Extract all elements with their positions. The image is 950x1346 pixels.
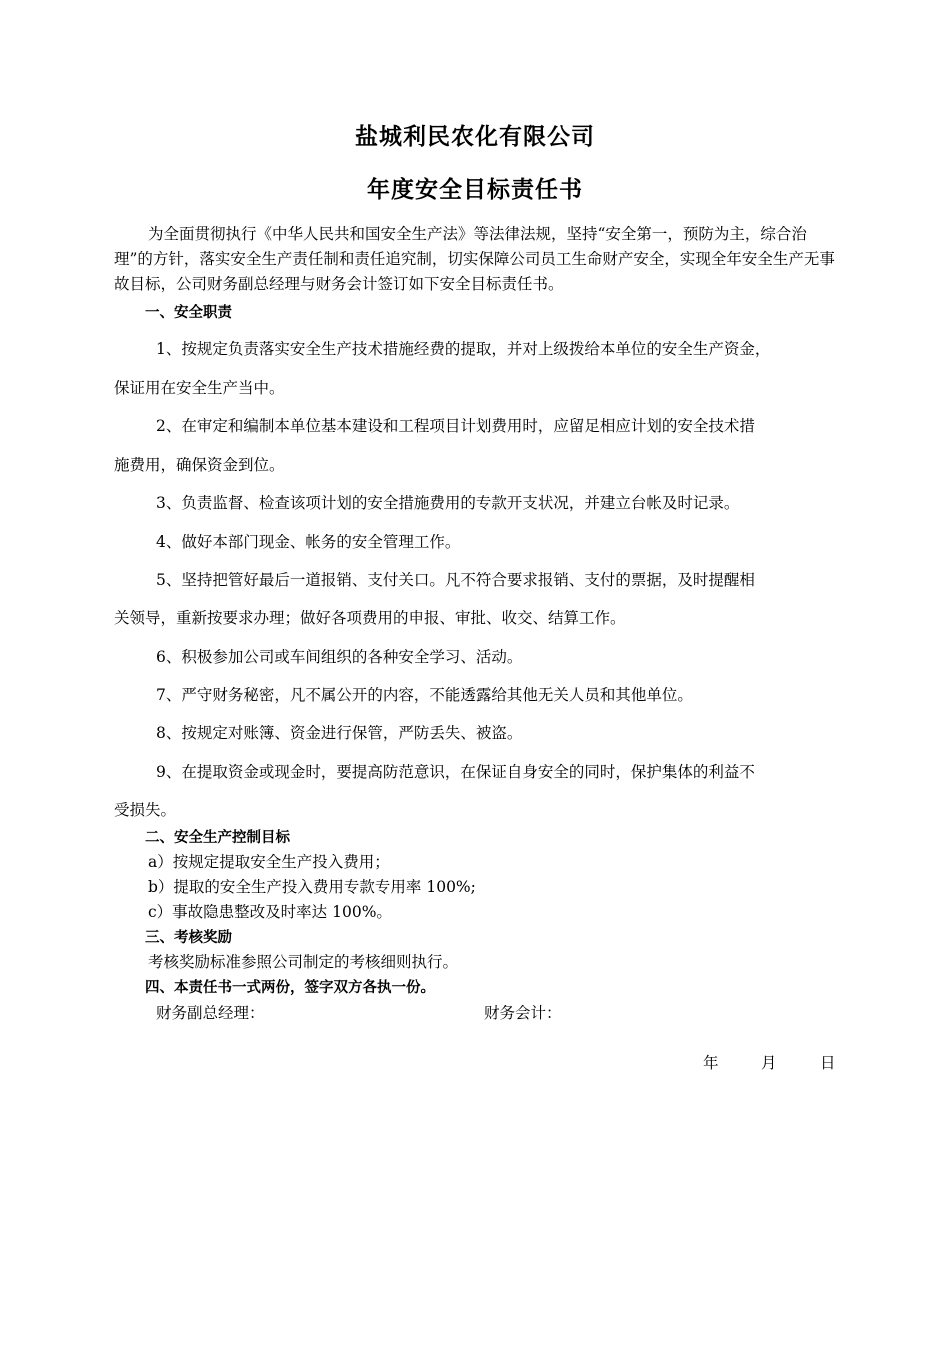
target-item: a）按规定提取安全生产投入费用； — [148, 853, 390, 871]
signature-right-label: 财务会计： — [484, 1004, 562, 1022]
section-heading-duties: 一、安全职责 — [145, 305, 232, 321]
duty-line: 4、做好本部门现金、帐务的安全管理工作。 — [156, 533, 461, 551]
signature-left-label: 财务副总经理： — [156, 1004, 265, 1022]
duty-line: 6、积极参加公司或车间组织的各种安全学习、活动。 — [156, 648, 523, 666]
duty-line: 3、负责监督、检查该项计划的安全措施费用的专款开支状况，并建立台帐及时记录。 — [156, 494, 740, 512]
date-year: 年 — [703, 1054, 719, 1072]
assessment-text: 考核奖励标准参照公司制定的考核细则执行。 — [148, 953, 459, 971]
duty-line: 施费用，确保资金到位。 — [114, 456, 285, 474]
duty-line: 5、坚持把管好最后一道报销、支付关口。凡不符合要求报销、支付的票据，及时提醒相 — [156, 571, 755, 589]
duty-line: 7、严守财务秘密，凡不属公开的内容，不能透露给其他无关人员和其他单位。 — [156, 686, 693, 704]
target-item: b）提取的安全生产投入费用专款专用率 100%; — [148, 878, 476, 896]
section-heading-copies: 四、本责任书一式两份，签字双方各执一份。 — [145, 980, 435, 996]
date-day: 日 — [820, 1054, 836, 1072]
duty-line: 1、按规定负责落实安全生产技术措施经费的提取，并对上级拨给本单位的安全生产资金， — [156, 340, 771, 358]
company-title: 盐城利民农化有限公司 — [355, 124, 595, 150]
section-heading-targets: 二、安全生产控制目标 — [145, 830, 290, 846]
duty-line: 2、在审定和编制本单位基本建设和工程项目计划费用时，应留足相应计划的安全技术措 — [156, 417, 755, 435]
date-month: 月 — [761, 1054, 777, 1072]
intro-paragraph: 为全面贯彻执行《中华人民共和国安全生产法》等法律法规，坚持“安全第一，预防为主，综合治理”的方针，落实安全生产责任制和责任追究制，切实保障公司员工生命财产安全，实现全年安全生产无事故目标，公司财务副总经理与财务会计签订如下安全目标责任书。 — [114, 225, 835, 293]
document-title: 年度安全目标责任书 — [367, 177, 583, 203]
section-heading-assessment: 三、考核奖励 — [145, 930, 232, 946]
target-item: c）事故隐患整改及时率达 100%。 — [148, 903, 392, 921]
duty-line: 9、在提取资金或现金时，要提高防范意识，在保证自身安全的同时，保护集体的利益不 — [156, 763, 755, 781]
duty-line: 保证用在安全生产当中。 — [114, 379, 285, 397]
duty-line: 关领导，重新按要求办理；做好各项费用的申报、审批、收交、结算工作。 — [114, 609, 626, 627]
duty-line: 8、按规定对账簿、资金进行保管，严防丢失、被盗。 — [156, 724, 523, 742]
duty-line: 受损失。 — [114, 801, 177, 819]
